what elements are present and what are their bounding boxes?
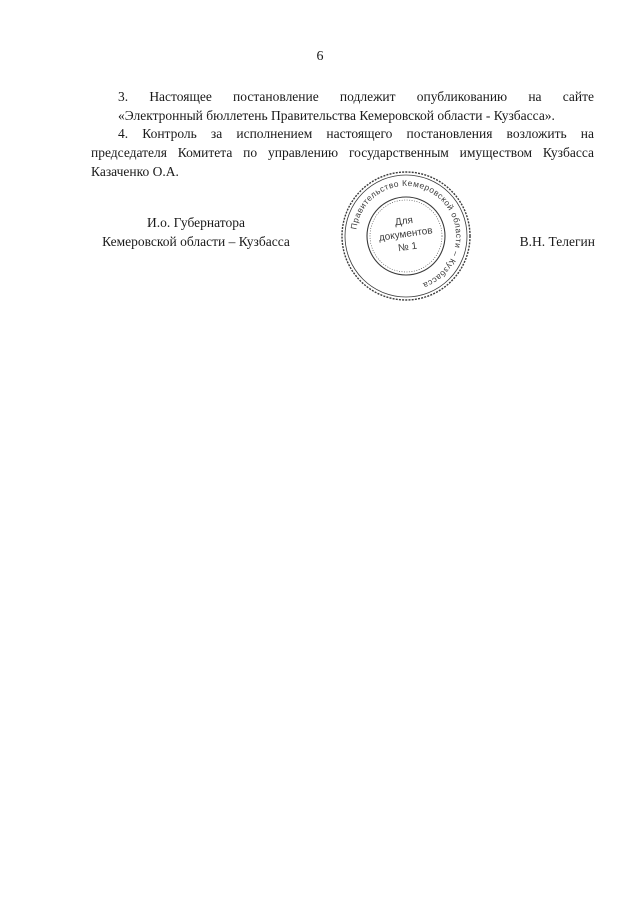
paragraph-4-line-2: председателя Комитета по управлению государственным имуществом Кузбасса — [91, 145, 594, 160]
signature-title — [91, 213, 301, 251]
paragraph-4-line-1: 4. Контроль за исполнением настоящего постановления возложить на — [118, 126, 594, 141]
paragraph-3 — [91, 87, 594, 125]
paragraph-4-line-3: Казаченко О.А. — [91, 164, 179, 179]
signature-title-line-1: И.о. Губернатора — [146, 215, 245, 230]
seal-center-line-2: документов — [378, 225, 434, 244]
signer-name: В.Н. Телегин — [519, 234, 595, 249]
seal-center-line-3: № 1 — [397, 240, 418, 255]
paragraph-3-line-2: «Электронный бюллетень Правительства Кемеровской области - Кузбасса». — [118, 108, 555, 123]
seal-ring-text: Правительство Кемеровской области – Кузбасса — [348, 177, 465, 291]
page-number: 6 — [316, 49, 324, 64]
seal-center-line-1: Для — [394, 214, 414, 229]
official-seal — [338, 168, 474, 304]
paragraph-3-line-1: 3. Настоящее постановление подлежит опубликованию на сайте — [118, 89, 594, 104]
signature-title-line-2: Кемеровской области – Кузбасса — [102, 234, 290, 249]
